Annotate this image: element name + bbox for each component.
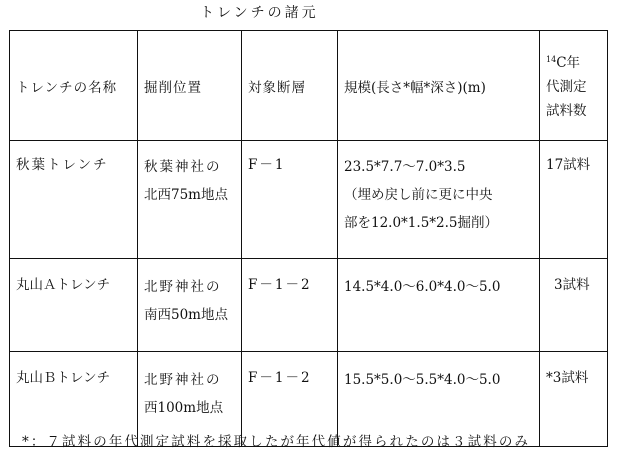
header-c14: $^{14}$C年 代測定 試料数 — [540, 31, 608, 141]
cell-location: 秋葉神社の 北西75m地点 — [138, 141, 242, 259]
table-header-row — [10, 31, 608, 141]
cell-layer: F－1－2 — [242, 352, 338, 447]
page-title: トレンチの諸元 — [200, 5, 319, 21]
c14-sup: 14 — [546, 55, 557, 64]
trench-spec-table — [9, 30, 608, 447]
cell-samples: 3試料 — [540, 259, 608, 352]
cell-scale: 15.5*5.0～5.5*4.0～5.0 — [338, 352, 540, 447]
header-name: トレンチの名称 — [10, 31, 138, 141]
cell-name: 丸山Ａトレンチ — [10, 259, 138, 352]
header-scale: 規模(長さ*幅*深さ)(m) — [338, 31, 540, 141]
cell-scale: 14.5*4.0～6.0*4.0～5.0 — [338, 259, 540, 352]
cell-name: 丸山Ｂトレンチ — [10, 352, 138, 447]
cell-layer: F－1 — [242, 141, 338, 259]
cell-location: 北野神社の 南西50m地点 — [138, 259, 242, 352]
footnote: *：７試料の年代測定試料を採取したが年代値が得られたのは３試料のみ — [22, 434, 531, 450]
cell-samples: *3試料 — [540, 352, 608, 447]
cell-name: 秋葉トレンチ — [10, 141, 138, 259]
header-location: 掘削位置 — [138, 31, 242, 141]
cell-location: 北野神社の 西100m地点 — [138, 352, 242, 447]
cell-layer: F－1－2 — [242, 259, 338, 352]
table-row — [10, 259, 608, 352]
header-layer: 対象断層 — [242, 31, 338, 141]
cell-samples: 17試料 — [540, 141, 608, 259]
cell-scale: 23.5*7.7～7.0*3.5 （埋め戻し前に更に中央 部を12.0*1.5*2.5掘削） — [338, 141, 540, 259]
table-row — [10, 141, 608, 259]
